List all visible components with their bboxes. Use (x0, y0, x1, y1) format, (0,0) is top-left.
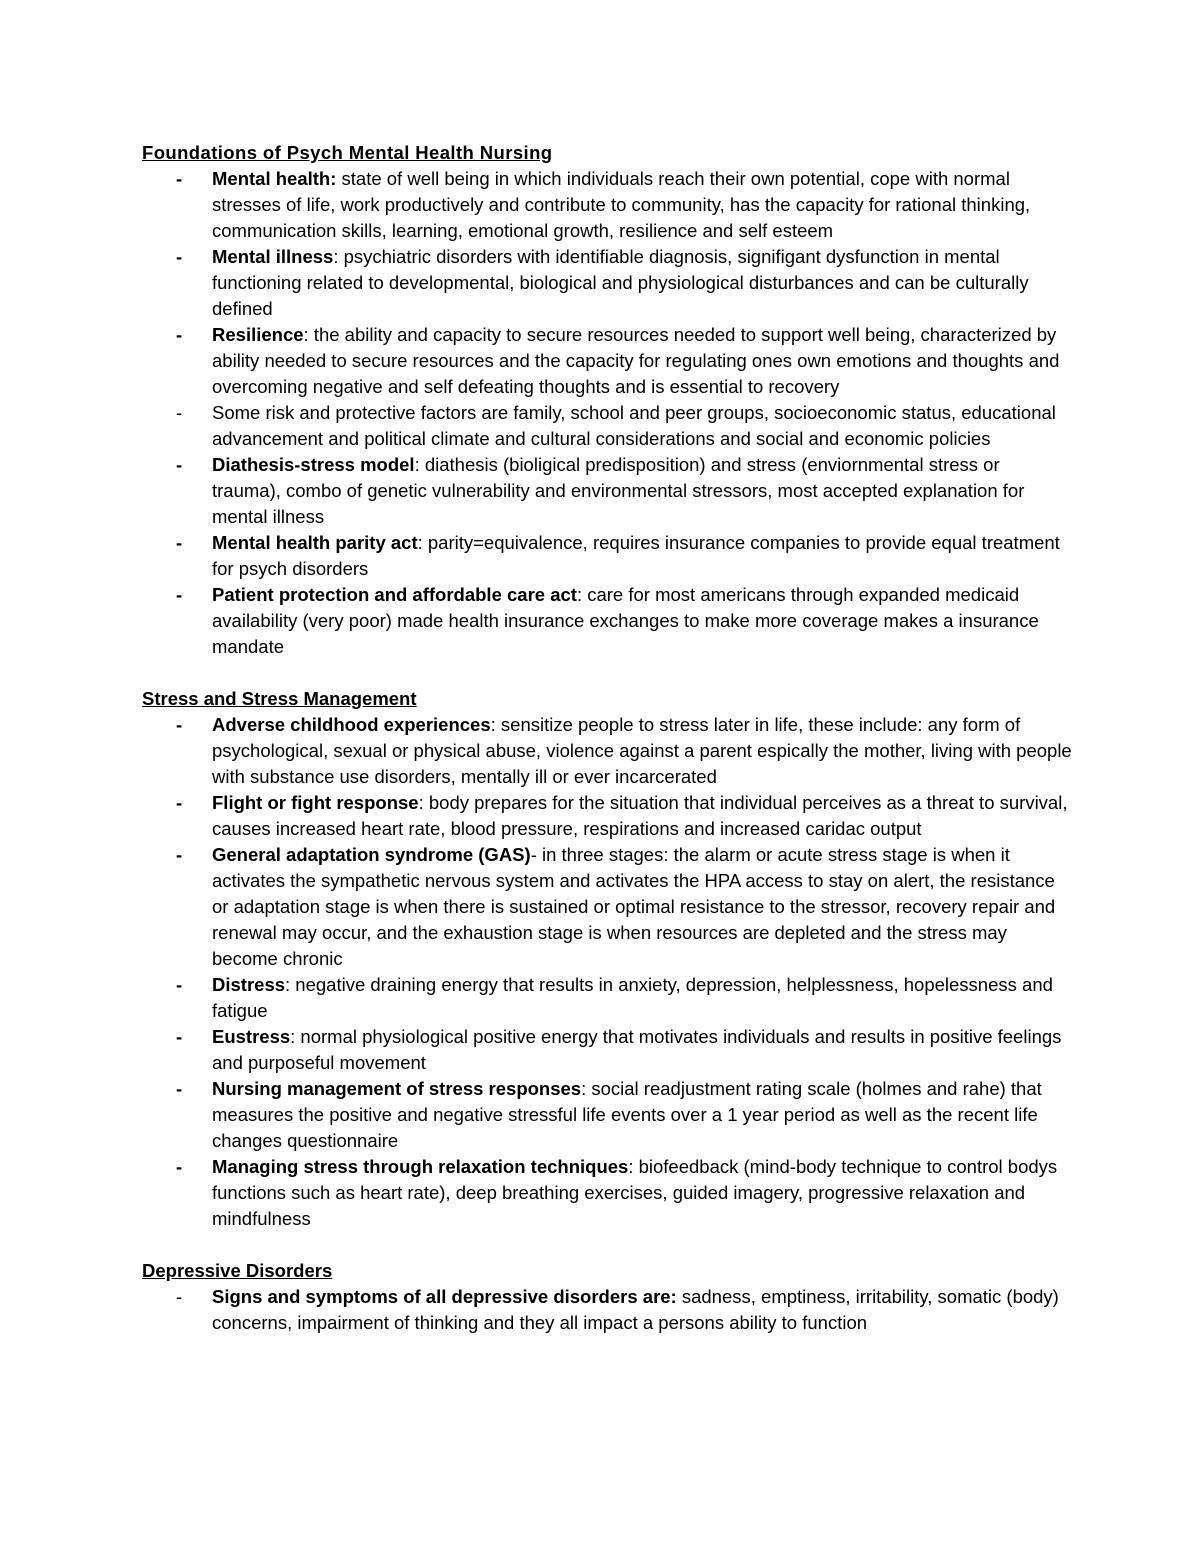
bullet-list (142, 166, 1072, 660)
item-term: Mental health parity act (212, 532, 418, 553)
section-heading: Depressive Disorders (142, 1260, 333, 1281)
list-item (142, 400, 1072, 452)
item-term: General adaptation syndrome (GAS) (212, 844, 531, 865)
item-text: : body prepares for the situation that individual perceives as a threat to survival, causes increased heart rate, blood pressure, respirations and increased caridac output (212, 792, 1068, 839)
list-item (142, 790, 1072, 842)
section-heading: Foundations of Psych Mental Health Nursing (142, 142, 553, 163)
item-term: Eustress (212, 1026, 291, 1047)
item-term: Flight or fight response (212, 792, 419, 813)
bullet-list (142, 712, 1072, 1232)
item-term: Resilience (212, 324, 304, 345)
item-text: : biofeedback (mind-body technique to control bodys functions such as heart rate), deep breathing exercises, guided imagery, progressive relaxation and mindfulness (212, 1156, 1058, 1229)
dash-bullet: - (176, 714, 183, 735)
item-term: Nursing management of stress responses (212, 1078, 582, 1099)
list-item (142, 452, 1072, 530)
dash-bullet: - (176, 1078, 183, 1099)
dash-bullet: - (176, 792, 183, 813)
item-text: Some risk and protective factors are family, school and peer groups, socioeconomic status, educational advancement and political climate and cultural considerations and social and economic policies (212, 402, 1056, 449)
item-term: Patient protection and affordable care act (212, 584, 577, 605)
list-item (142, 842, 1072, 972)
item-term: Distress (212, 974, 286, 995)
section-2 (142, 1258, 1072, 1336)
item-text: : parity=equivalence, requires insurance companies to provide equal treatment for psych disorders (212, 532, 1060, 579)
item-text: : sensitize people to stress later in life, these include: any form of psychological, sexual or physical abuse, violence against a parent espically the mother, living with people with substance use disorders, mentally ill or ever incarcerated (212, 714, 1072, 787)
list-item (142, 322, 1072, 400)
item-term: Diathesis-stress model (212, 454, 415, 475)
document-body (142, 140, 1072, 1336)
dash-bullet: - (176, 402, 183, 423)
section-0 (142, 140, 1072, 660)
item-text: state of well being in which individuals reach their own potential, cope with normal stresses of life, work productively and contribute to community, has the capacity for rational thinking, communication skills, learning, emotional growth, resilience and self esteem (212, 168, 1031, 241)
item-text: : normal physiological positive energy that motivates individuals and results in positive feelings and purposeful movement (212, 1026, 1062, 1073)
item-term: Adverse childhood experiences (212, 714, 491, 735)
item-text: : care for most americans through expanded medicaid availability (very poor) made health insurance exchanges to make more coverage makes a insurance mandate (212, 584, 1039, 657)
list-item (142, 972, 1072, 1024)
dash-bullet: - (176, 454, 183, 475)
list-item (142, 582, 1072, 660)
dash-bullet: - (176, 246, 183, 267)
list-item (142, 1154, 1072, 1232)
list-item (142, 530, 1072, 582)
list-item (142, 1076, 1072, 1154)
dash-bullet: - (176, 584, 183, 605)
dash-bullet: - (176, 168, 183, 189)
dash-bullet: - (176, 1026, 183, 1047)
list-item (142, 166, 1072, 244)
item-text: sadness, emptiness, irritability, somatic (body) concerns, impairment of thinking and they all impact a persons ability to function (212, 1286, 1059, 1333)
item-text: : the ability and capacity to secure resources needed to support well being, characterized by ability needed to secure resources and the capacity for regulating ones own emotions and thoughts and overcoming negative and self defeating thoughts and is essential to recovery (212, 324, 1060, 397)
dash-bullet: - (176, 974, 183, 995)
item-text: - in three stages: the alarm or acute stress stage is when it activates the sympathetic nervous system and activates the HPA access to stay on alert, the resistance or adaptation stage is when there is sustained or optimal resistance to the stressor, recovery repair and renewal may occur, and the exhaustion stage is when resources are depleted and the stress may become chronic (212, 844, 1056, 969)
list-item (142, 1024, 1072, 1076)
list-item (142, 712, 1072, 790)
dash-bullet: - (176, 532, 183, 553)
item-term: Mental illness (212, 246, 334, 267)
item-term: Mental health: (212, 168, 337, 189)
item-text: : psychiatric disorders with identifiable diagnosis, signifigant dysfunction in mental functioning related to developmental, biological and physiological disturbances and can be culturally defined (212, 246, 1029, 319)
item-text: : diathesis (bioligical predisposition) and stress (enviornmental stress or trauma), combo of genetic vulnerability and environmental stressors, most accepted explanation for mental illness (212, 454, 1025, 527)
dash-bullet: - (176, 1156, 183, 1177)
section-heading: Stress and Stress Management (142, 688, 417, 709)
list-item (142, 1284, 1072, 1336)
item-term: Signs and symptoms of all depressive disorders are: (212, 1286, 677, 1307)
list-item (142, 244, 1072, 322)
dash-bullet: - (176, 324, 183, 345)
section-1 (142, 686, 1072, 1232)
item-text: : social readjustment rating scale (holmes and rahe) that measures the positive and negative stressful life events over a 1 year period as well as the recent life changes questionnaire (212, 1078, 1042, 1151)
dash-bullet: - (176, 1286, 183, 1307)
item-term: Managing stress through relaxation techniques (212, 1156, 629, 1177)
dash-bullet: - (176, 844, 183, 865)
item-text: : negative draining energy that results in anxiety, depression, helplessness, hopelessness and fatigue (212, 974, 1053, 1021)
bullet-list (142, 1284, 1072, 1336)
